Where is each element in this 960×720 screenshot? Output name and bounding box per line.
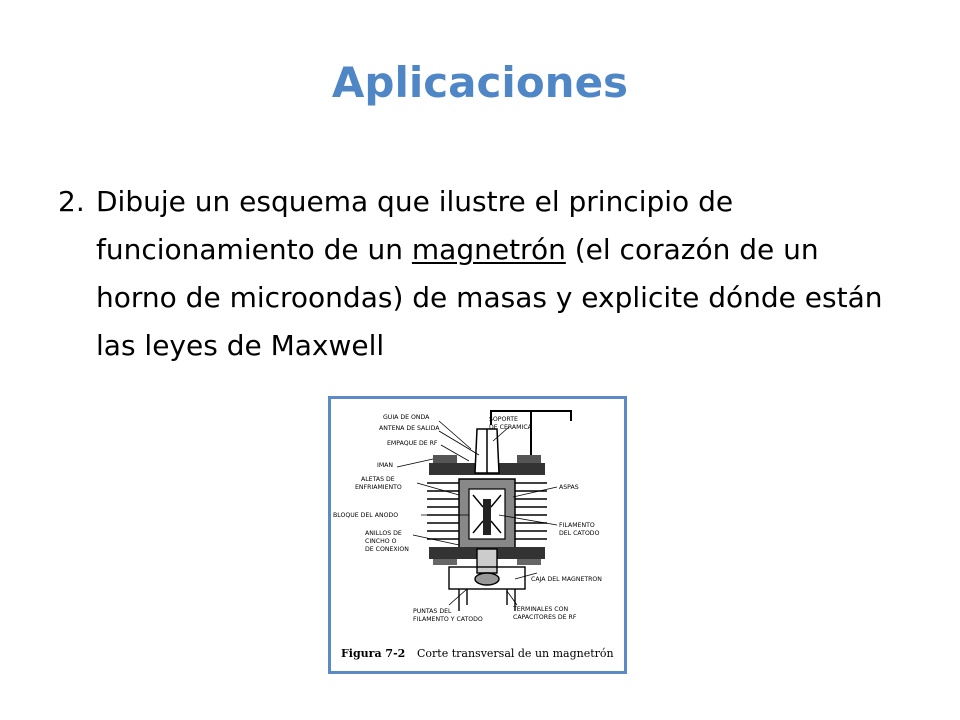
label-filamento-2: DEL CATODO	[559, 530, 600, 537]
list-item-number: 2.	[58, 185, 85, 218]
antenna-shape	[475, 429, 499, 473]
label-bloque: BLOQUE DEL ANODO	[333, 512, 399, 519]
list-item	[50, 178, 890, 370]
item-text-after: (el corazón de un horno de microondas) de masas y explicite dónde están las leyes de Maxwell	[96, 233, 883, 362]
label-aspas: ASPAS	[559, 484, 579, 491]
label-antena: ANTENA DE SALIDA	[379, 425, 440, 432]
label-terminales-1: TERMINALES CON	[513, 606, 569, 613]
caption-text: Corte transversal de un magnetrón	[417, 647, 614, 660]
label-caja: CAJA DEL MAGNETRON	[531, 576, 602, 583]
magnetron-diagram	[331, 399, 624, 671]
cooling-fins-left	[427, 483, 461, 539]
caption-figure-number: Figura 7-2	[341, 647, 406, 660]
label-puntas-1: PUNTAS DEL	[413, 608, 452, 615]
label-iman: IMAN	[377, 462, 394, 469]
slide-title: Aplicaciones	[331, 58, 629, 107]
label-filamento-1: FILAMENTO	[559, 522, 595, 529]
label-soporte-1: SOPORTE	[489, 416, 518, 423]
label-soporte-2: DE CERAMICA	[489, 424, 532, 431]
label-guia: GUIA DE ONDA	[383, 414, 430, 421]
label-aletas-1: ALETAS DE	[361, 476, 395, 483]
item-text-before: Dibuje un esquema que ilustre el principio de funcionamiento de un	[96, 185, 734, 266]
magnetron-figure	[328, 396, 627, 674]
anode-block	[459, 479, 515, 549]
label-empaque: EMPAQUE DE RF	[387, 440, 438, 447]
cooling-fins-right	[513, 483, 547, 539]
list-item-text	[50, 178, 890, 370]
magnetron-link[interactable]: magnetrón	[411, 233, 566, 266]
label-terminales-2: CAPACITORES DE RF	[513, 614, 577, 621]
label-aletas-2: ENFRIAMIENTO	[355, 484, 402, 491]
figure-caption	[341, 647, 614, 660]
label-anillos-2: CINCHO O	[365, 538, 397, 545]
label-puntas-2: FILAMENTO Y CATODO	[413, 616, 483, 623]
label-anillos-3: DE CONEXION	[365, 546, 409, 553]
label-anillos-1: ANILLOS DE	[365, 530, 402, 537]
